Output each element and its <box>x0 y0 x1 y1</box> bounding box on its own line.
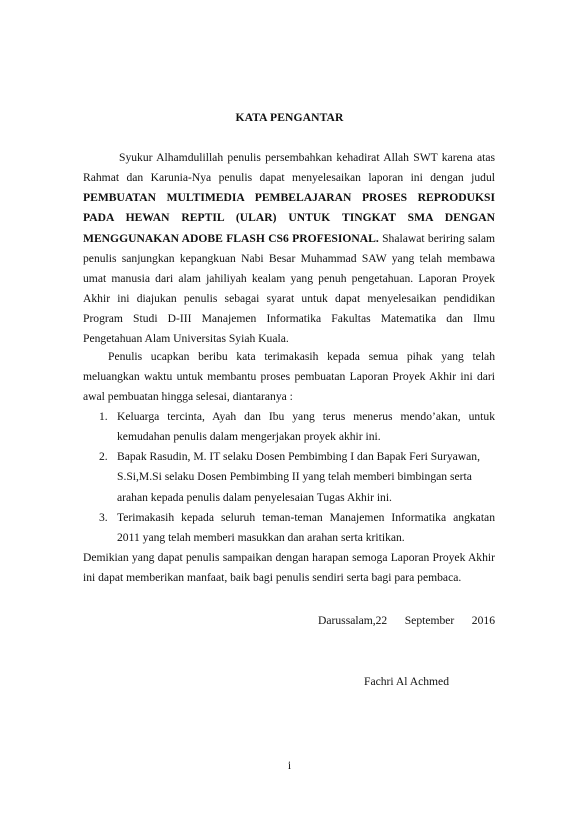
list-item <box>83 508 495 548</box>
list-item-number: 2. <box>99 450 108 464</box>
opening-paragraph-text-2: Shalawat beriring salam penulis sanjungkan kepangkuan Nabi Besar Muhammad SAW yang telah membawa umat manusia dari alam jahiliyah kealam yang penuh pengetahuan. Laporan Proyek Akhir ini diajukan penulis sebagai syarat untuk dapat menyelesaikan pendidikan Program Studi D-III Manajemen Informatika Fakultas Matematika dan Ilmu Pengetahuan Alam Universitas Syiah Kuala. <box>83 231 496 346</box>
list-item-number: 3. <box>99 510 108 524</box>
place-date-line <box>318 611 495 631</box>
month-text: September <box>404 614 455 627</box>
opening-paragraph <box>83 148 495 350</box>
author-name: Fachri Al Achmed <box>364 675 450 688</box>
closing-paragraph: Demikian yang dapat penulis sampaikan dengan harapan semoga Laporan Proyek Akhir ini dapat memberikan manfaat, baik bagi penulis sendiri serta bagi para pembaca. <box>83 551 495 585</box>
page-number: i <box>287 759 292 772</box>
thanks-paragraph-text: Penulis ucapkan beribu kata terimakasih kepada semua pihak yang telah meluangkan waktu untuk membantu proses pembuatan Laporan Proyek Akhir ini dari awal pembuatan hingga selesai, diantaranya : <box>83 350 495 404</box>
place-text: Darussalam,22 <box>318 614 388 627</box>
list-item <box>83 407 495 447</box>
thanks-paragraph <box>83 347 495 407</box>
list-item-text: Bapak Rasudin, M. IT selaku Dosen Pembimbing I dan Bapak Feri Suryawan, S.Si,M.Si selaku Dosen Pembimbing II yang telah memberi bimbingan serta arahan kepada penulis dalam penyelesaian Tugas Akhir ini. <box>117 450 481 504</box>
list-item-text: Terimakasih kepada seluruh teman-teman Manajemen Informatika angkatan 2011 yang telah memberi masukkan dan arahan serta kritikan. <box>117 510 495 544</box>
opening-paragraph-text-1: Syukur Alhamdulillah penulis persembahkan kehadirat Allah SWT karena atas Rahmat dan Karunia-Nya penulis dapat menyelesaikan laporan ini dengan judul <box>83 151 495 185</box>
page-title: KATA PENGANTAR <box>235 111 344 124</box>
year-text: 2016 <box>471 614 495 627</box>
list-item-text: Keluarga tercinta, Ayah dan Ibu yang terus menerus mendo’akan, untuk kemudahan penulis dalam mengerjakan proyek akhir ini. <box>117 410 495 444</box>
list-item <box>83 447 495 507</box>
list-item-number: 1. <box>99 410 108 423</box>
thesis-title: PEMBUATAN MULTIMEDIA PEMBELAJARAN PROSES REPRODUKSI PADA HEWAN REPTIL (ULAR) UNTUK TINGKAT SMA DENGAN MENGGUNAKAN ADOBE FLASH CS6 PROFESIONAL. <box>83 191 495 245</box>
acknowledgement-list <box>83 407 495 548</box>
